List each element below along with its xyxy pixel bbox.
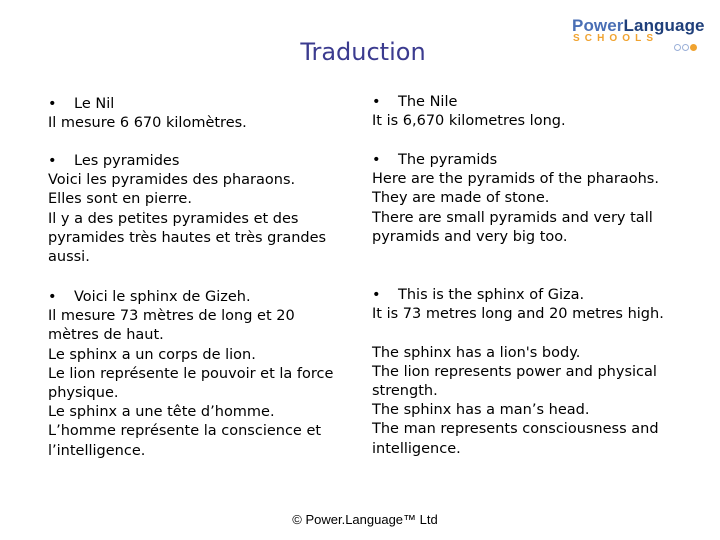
text-line: Le sphinx a un corps de lion. [48,346,256,363]
heading-english: The Nile [398,94,458,110]
text-line: intelligence. [372,440,461,457]
heading-english: This is the sphinx of Giza. [398,287,585,303]
logo-dots-icon [674,36,698,55]
heading-french: Voici le sphinx de Gizeh. [74,289,251,305]
text-line: pyramides très hautes et très grandes [48,229,327,246]
text-line: Il mesure 73 mètres de long et 20 [48,308,295,325]
text-line: l’intelligence. [48,442,146,459]
logo-text-schools: SCHOOLS [573,33,659,44]
logo-text-language: Language [623,16,705,35]
logo-text-power: Power [572,16,624,35]
power-language-logo [570,16,710,50]
section-nile-english [372,93,692,131]
section-sphinx-english [372,286,692,459]
text-line: L’homme représente la conscience et [48,423,322,440]
text-line: It is 73 metres long and 20 metres high. [372,306,664,323]
text-line: The man represents consciousness and [372,421,659,438]
bullet-icon: • [372,94,381,110]
text-line: They are made of stone. [372,190,550,207]
text-line: aussi. [48,249,90,266]
bullet-icon: • [372,152,381,168]
text-line: The sphinx has a man’s head. [372,402,590,419]
bullet-icon: • [48,289,57,305]
text-line: pyramids and very big too. [372,228,568,245]
slide-title: Traduction [300,38,426,66]
heading-french: Le Nil [74,96,115,112]
text-line: Il y a des petites pyramides et des [48,210,299,227]
bullet-icon: • [372,287,381,303]
text-line: The sphinx has a lion's body. [372,344,581,361]
text-line: Il mesure 6 670 kilomètres. [48,115,247,132]
text-line: physique. [48,385,119,402]
section-pyramids-french [48,152,353,267]
bullet-icon: • [48,153,57,169]
text-line: Le lion représente le pouvoir et la force [48,365,334,382]
heading-french: Les pyramides [74,153,180,169]
text-line: mètres de haut. [48,327,164,344]
text-line: The lion represents power and physical [372,363,657,380]
text-line: Elles sont en pierre. [48,191,192,208]
copyright-footer: © Power.Language™ Ltd [292,512,438,527]
heading-english: The pyramids [398,152,498,168]
text-line: strength. [372,383,438,399]
bullet-icon: • [48,96,57,112]
section-nile-french [48,95,353,133]
text-line: It is 6,670 kilometres long. [372,113,566,130]
section-sphinx-french [48,288,353,461]
text-line: Here are the pyramids of the pharaohs. [372,171,659,188]
text-line: There are small pyramids and very tall [372,209,653,226]
blank-line [372,324,692,343]
text-line: Voici les pyramides des pharaons. [48,172,296,189]
text-line: Le sphinx a une tête d’homme. [48,404,275,421]
section-pyramids-english [372,151,692,247]
